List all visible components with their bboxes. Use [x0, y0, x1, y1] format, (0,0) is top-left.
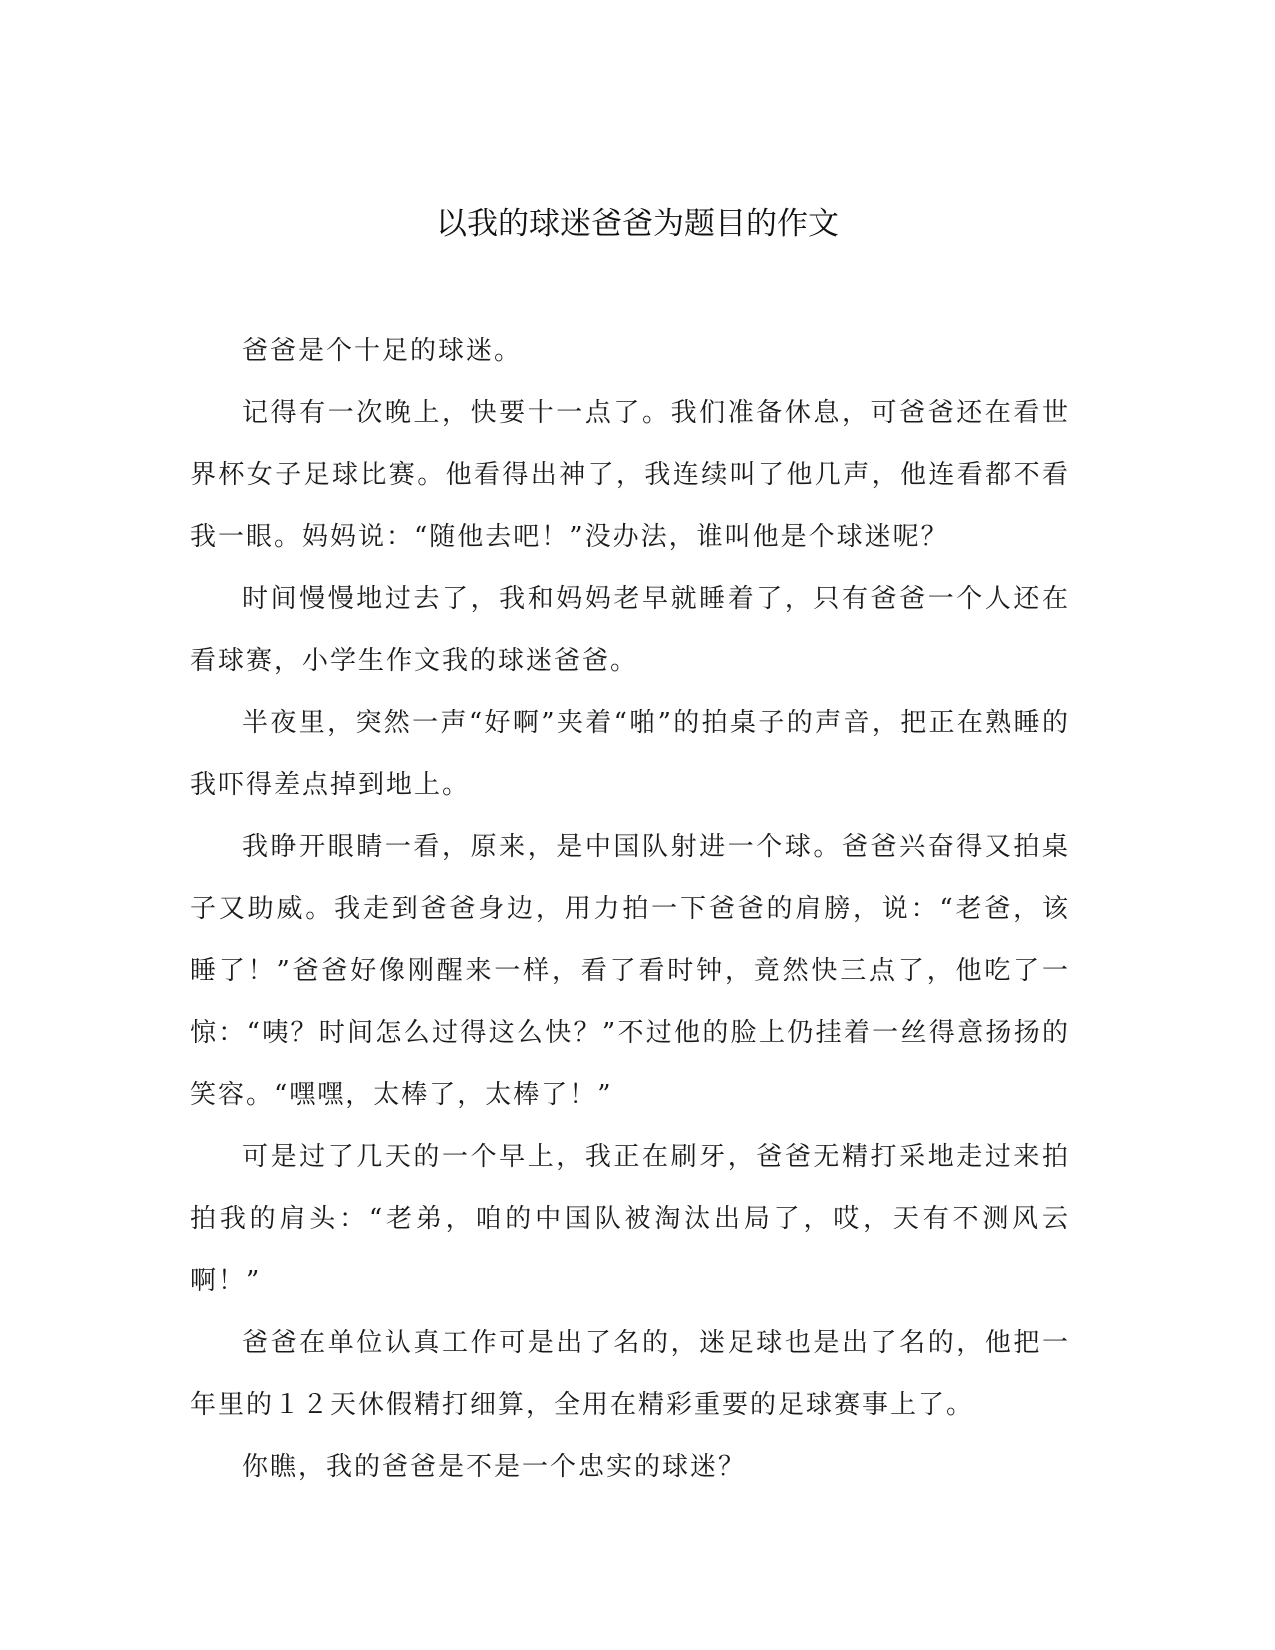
paragraph-5: 我睁开眼睛一看，原来，是中国队射进一个球。爸爸兴奋得又拍桌子又助威。我走到爸爸身边，用力拍一下爸爸的肩膀，说：“老爸，该睡了！”爸爸好像刚醒来一样，看了看时钟，竟然快三点了，他吃了一惊：“咦？时间怎么过得这么快？”不过他的脸上仍挂着一丝得意扬扬的笑容。“嘿嘿，太棒了，太棒了！”	[190, 832, 1070, 1110]
paragraph-1: 爸爸是个十足的球迷。	[242, 336, 523, 366]
document-body	[190, 320, 1070, 1498]
document-title: 以我的球迷爸爸为题目的作文	[436, 206, 839, 242]
paragraph-3: 时间慢慢地过去了，我和妈妈老早就睡着了，只有爸爸一个人还在看球赛，小学生作文我的球迷爸爸。	[190, 584, 1070, 676]
paragraph-2: 记得有一次晚上，快要十一点了。我们准备休息，可爸爸还在看世界杯女子足球比赛。他看得出神了，我连续叫了他几声，他连看都不看我一眼。妈妈说：“随他去吧！”没办法，谁叫他是个球迷呢？	[190, 398, 1070, 552]
paragraph-4: 半夜里，突然一声“好啊”夹着“啪”的拍桌子的声音，把正在熟睡的我吓得差点掉到地上。	[190, 708, 1070, 800]
paragraph-6: 可是过了几天的一个早上，我正在刷牙，爸爸无精打采地走过来拍拍我的肩头：“老弟，咱的中国队被淘汰出局了，哎，天有不测风云啊！”	[190, 1142, 1070, 1296]
paragraph-8: 你瞧，我的爸爸是不是一个忠实的球迷？	[242, 1452, 747, 1482]
paragraph-7: 爸爸在单位认真工作可是出了名的，迷足球也是出了名的，他把一年里的１２天休假精打细算，全用在精彩重要的足球赛事上了。	[190, 1328, 1070, 1420]
